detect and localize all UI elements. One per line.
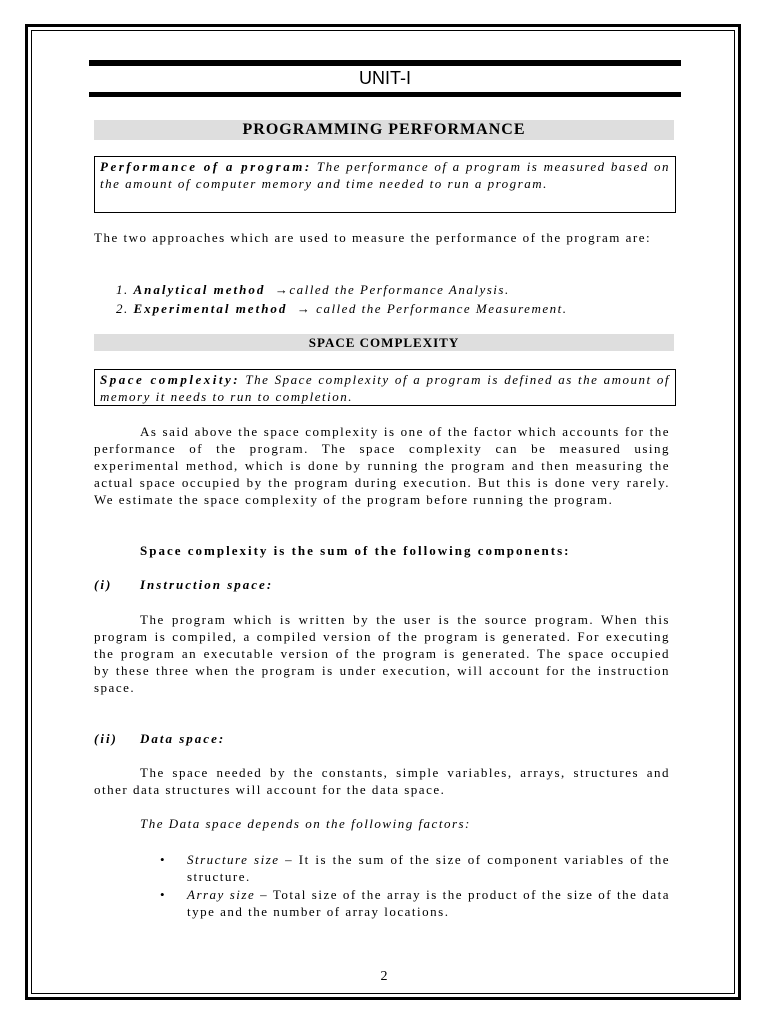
intro-paragraph: The two approaches which are used to measure the performance of the program are: xyxy=(94,230,652,245)
page-number: 2 xyxy=(380,969,388,984)
definition-box-performance xyxy=(94,156,676,213)
arrow-icon: → xyxy=(296,301,312,316)
section-title-space-complexity: SPACE COMPLEXITY xyxy=(94,334,674,351)
list-item xyxy=(116,299,676,318)
definition-box-space-complexity xyxy=(94,369,676,406)
definition-text: The performance of a program is measured based on the amount of computer memory and time needed to run a program. xyxy=(100,159,670,191)
factor-desc: – Total size of the array is the product of the size of the data type and the number of array locations. xyxy=(187,887,670,919)
definition-term: Performance of a program: xyxy=(100,159,312,174)
approach-desc: called the Performance Analysis. xyxy=(289,282,510,297)
header-top-rule xyxy=(89,60,681,66)
approach-name: Experimental method xyxy=(133,301,288,316)
space-complexity-paragraph: As said above the space complexity is one of the factor which accounts for the performance of the program. The space complexity can be measured using experimental method, which is done by running the program and then measuring the actual space occupied by the program during execution. But this is done very rarely. We estimate the space complexity of the program before running the program. xyxy=(94,424,670,507)
data-space-title: Data space: xyxy=(140,731,226,746)
approaches-list xyxy=(116,280,676,318)
instruction-space-number: (i) xyxy=(94,577,113,592)
factors-list xyxy=(160,851,670,921)
header-bottom-rule xyxy=(89,92,681,97)
factor-desc: – It is the sum of the size of component variables of the structure. xyxy=(187,852,670,884)
factors-intro: The Data space depends on the following factors: xyxy=(140,816,471,831)
bullet-icon: • xyxy=(160,887,167,902)
definition-term: Space complexity: xyxy=(100,372,241,387)
unit-title: UNIT-I xyxy=(359,68,411,88)
list-number: 1. xyxy=(116,282,129,297)
section-title-programming-performance: PROGRAMMING PERFORMANCE xyxy=(94,120,674,140)
list-item xyxy=(116,280,676,299)
instruction-space-paragraph: The program which is written by the user is the source program. When this program is compiled, a compiled version of the program is generated. For executing the program an executable version of the program is generated. The space occupied by these three when the program is under execution, will account for the instruction space. xyxy=(94,612,670,695)
components-heading: Space complexity is the sum of the following components: xyxy=(140,543,571,558)
definition-text: The Space complexity of a program is defined as the amount of memory it needs to run to completion. xyxy=(100,372,671,404)
data-space-number: (ii) xyxy=(94,731,118,746)
instruction-space-title: Instruction space: xyxy=(140,577,274,592)
list-item xyxy=(160,851,670,885)
list-item xyxy=(160,886,670,920)
arrow-icon: → xyxy=(274,282,290,297)
factor-term: Array size xyxy=(187,887,256,902)
bullet-icon: • xyxy=(160,852,167,867)
list-number: 2. xyxy=(116,301,129,316)
factor-term: Structure size xyxy=(187,852,280,867)
data-space-paragraph: The space needed by the constants, simple variables, arrays, structures and other data structures will account for the data space. xyxy=(94,765,670,797)
approach-name: Analytical method xyxy=(133,282,266,297)
approach-desc: called the Performance Measurement. xyxy=(316,301,568,316)
